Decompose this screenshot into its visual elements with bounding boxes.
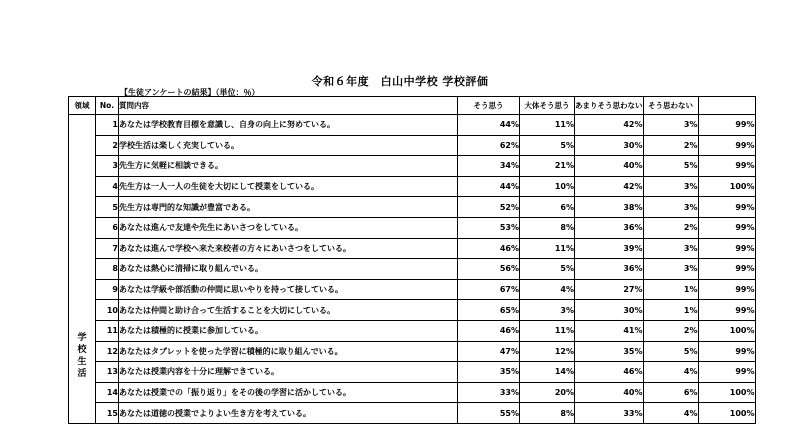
row-number: 15 <box>96 403 119 424</box>
strongly-agree-value: 34% <box>458 156 520 177</box>
mostly-disagree-value: 46% <box>575 362 644 383</box>
mostly-disagree-value: 27% <box>575 279 644 300</box>
question-text: 先生方は専門的な知識が豊富である。 <box>119 197 458 218</box>
strongly-agree-value: 35% <box>458 362 520 383</box>
strongly-agree-value: 44% <box>458 115 520 136</box>
question-text: あなたは授業での「振り返り」をその後の学習に活かしている。 <box>119 382 458 403</box>
area-label <box>69 115 96 424</box>
strongly-agree-value: 46% <box>458 320 520 341</box>
mostly-disagree-value: 38% <box>575 197 644 218</box>
mostly-disagree-value: 36% <box>575 259 644 280</box>
mostly-agree-value: 8% <box>520 217 575 238</box>
strongly-agree-value: 52% <box>458 197 520 218</box>
mostly-agree-value: 5% <box>520 135 575 156</box>
row-number: 2 <box>96 135 119 156</box>
question-text: あなたは授業内容を十分に理解できている。 <box>119 362 458 383</box>
mostly-disagree-value: 30% <box>575 135 644 156</box>
total-value: 99% <box>698 115 755 136</box>
strongly-agree-value: 62% <box>458 135 520 156</box>
mostly-agree-value: 10% <box>520 176 575 197</box>
mostly-agree-value: 14% <box>520 362 575 383</box>
total-value: 99% <box>698 362 755 383</box>
row-number: 8 <box>96 259 119 280</box>
total-value: 99% <box>698 156 755 177</box>
mostly-disagree-value: 40% <box>575 382 644 403</box>
disagree-value: 3% <box>643 197 698 218</box>
total-value: 99% <box>698 259 755 280</box>
strongly-agree-value: 46% <box>458 238 520 259</box>
strongly-agree-value: 44% <box>458 176 520 197</box>
area-label-char: 生 <box>77 357 87 368</box>
table-row <box>69 115 756 136</box>
strongly-agree-value: 33% <box>458 382 520 403</box>
mostly-agree-value: 6% <box>520 197 575 218</box>
strongly-agree-value: 56% <box>458 259 520 280</box>
mostly-agree-value: 21% <box>520 156 575 177</box>
disagree-value: 3% <box>643 238 698 259</box>
total-value: 100% <box>698 320 755 341</box>
disagree-value: 5% <box>643 341 698 362</box>
total-value: 100% <box>698 176 755 197</box>
mostly-agree-value: 12% <box>520 341 575 362</box>
mostly-agree-value: 11% <box>520 238 575 259</box>
page-title: 令和６年度 白山中学校 学校評価 <box>311 75 489 88</box>
row-number: 12 <box>96 341 119 362</box>
question-text: あなたは学校教育目標を意識し、自身の向上に努めている。 <box>119 115 458 136</box>
area-label-char: 校 <box>77 345 87 356</box>
question-text: あなたは進んで友達や先生にあいさつをしている。 <box>119 217 458 238</box>
header-question: 質問内容 <box>119 97 458 115</box>
table-row <box>69 279 756 300</box>
disagree-value: 3% <box>643 259 698 280</box>
mostly-agree-value: 11% <box>520 115 575 136</box>
mostly-disagree-value: 41% <box>575 320 644 341</box>
question-text: あなたは熱心に清掃に取り組んでいる。 <box>119 259 458 280</box>
area-label-char: 学 <box>77 333 87 344</box>
strongly-agree-value: 47% <box>458 341 520 362</box>
strongly-agree-value: 53% <box>458 217 520 238</box>
disagree-value: 3% <box>643 176 698 197</box>
total-value: 99% <box>698 217 755 238</box>
question-text: あなたは仲間と助け合って生活することを大切にしている。 <box>119 300 458 321</box>
mostly-agree-value: 11% <box>520 320 575 341</box>
table-row <box>69 135 756 156</box>
table-row <box>69 259 756 280</box>
table-row <box>69 403 756 424</box>
row-number: 14 <box>96 382 119 403</box>
table-row <box>69 382 756 403</box>
mostly-disagree-value: 39% <box>575 238 644 259</box>
total-value: 99% <box>698 279 755 300</box>
mostly-agree-value: 4% <box>520 279 575 300</box>
table-header-row <box>69 97 756 115</box>
question-text: あなたは学級や部活動の仲間に思いやりを持って接している。 <box>119 279 458 300</box>
table-row <box>69 341 756 362</box>
question-text: 先生方に気軽に相談できる。 <box>119 156 458 177</box>
disagree-value: 3% <box>643 115 698 136</box>
question-text: あなたは道徳の授業でよりよい生き方を考えている。 <box>119 403 458 424</box>
header-total <box>698 97 755 115</box>
mostly-agree-value: 20% <box>520 382 575 403</box>
row-number: 1 <box>96 115 119 136</box>
row-number: 11 <box>96 320 119 341</box>
header-no: No. <box>96 97 119 115</box>
row-number: 13 <box>96 362 119 383</box>
total-value: 99% <box>698 238 755 259</box>
strongly-agree-value: 65% <box>458 300 520 321</box>
disagree-value: 2% <box>643 320 698 341</box>
strongly-agree-value: 55% <box>458 403 520 424</box>
mostly-agree-value: 8% <box>520 403 575 424</box>
table-row <box>69 156 756 177</box>
disagree-value: 1% <box>643 300 698 321</box>
mostly-disagree-value: 33% <box>575 403 644 424</box>
table-row <box>69 300 756 321</box>
row-number: 7 <box>96 238 119 259</box>
disagree-value: 2% <box>643 135 698 156</box>
mostly-agree-value: 5% <box>520 259 575 280</box>
disagree-value: 6% <box>643 382 698 403</box>
total-value: 99% <box>698 341 755 362</box>
total-value: 99% <box>698 197 755 218</box>
row-number: 5 <box>96 197 119 218</box>
header-mostly-agree: 大体そう思う <box>520 97 575 115</box>
table-row <box>69 238 756 259</box>
table-row <box>69 320 756 341</box>
question-text: あなたはタブレットを使った学習に積極的に取り組んでいる。 <box>119 341 458 362</box>
total-value: 100% <box>698 403 755 424</box>
mostly-disagree-value: 42% <box>575 115 644 136</box>
mostly-disagree-value: 30% <box>575 300 644 321</box>
question-text: あなたは積極的に授業に参加している。 <box>119 320 458 341</box>
row-number: 6 <box>96 217 119 238</box>
mostly-agree-value: 3% <box>520 300 575 321</box>
question-text: 学校生活は楽しく充実している。 <box>119 135 458 156</box>
mostly-disagree-value: 42% <box>575 176 644 197</box>
header-disagree: そう思わない <box>643 97 698 115</box>
mostly-disagree-value: 36% <box>575 217 644 238</box>
header-mostly-disagree: あまりそう思わない <box>575 97 644 115</box>
disagree-value: 4% <box>643 403 698 424</box>
header-strongly-agree: そう思う <box>458 97 520 115</box>
table-row <box>69 217 756 238</box>
strongly-agree-value: 67% <box>458 279 520 300</box>
row-number: 9 <box>96 279 119 300</box>
disagree-value: 2% <box>643 217 698 238</box>
row-number: 3 <box>96 156 119 177</box>
area-label-char: 活 <box>77 369 87 380</box>
survey-results-table <box>68 96 756 424</box>
total-value: 99% <box>698 300 755 321</box>
row-number: 10 <box>96 300 119 321</box>
disagree-value: 5% <box>643 156 698 177</box>
mostly-disagree-value: 35% <box>575 341 644 362</box>
table-row <box>69 362 756 383</box>
total-value: 99% <box>698 135 755 156</box>
table-caption: 【生徒アンケートの結果】（単位：％） <box>120 88 260 97</box>
table-row <box>69 176 756 197</box>
disagree-value: 4% <box>643 362 698 383</box>
total-value: 100% <box>698 382 755 403</box>
question-text: あなたは進んで学校へ来た来校者の方々にあいさつをしている。 <box>119 238 458 259</box>
mostly-disagree-value: 40% <box>575 156 644 177</box>
table-row <box>69 197 756 218</box>
question-text: 先生方は一人一人の生徒を大切にして授業をしている。 <box>119 176 458 197</box>
disagree-value: 1% <box>643 279 698 300</box>
row-number: 4 <box>96 176 119 197</box>
header-area: 領域 <box>69 97 96 115</box>
